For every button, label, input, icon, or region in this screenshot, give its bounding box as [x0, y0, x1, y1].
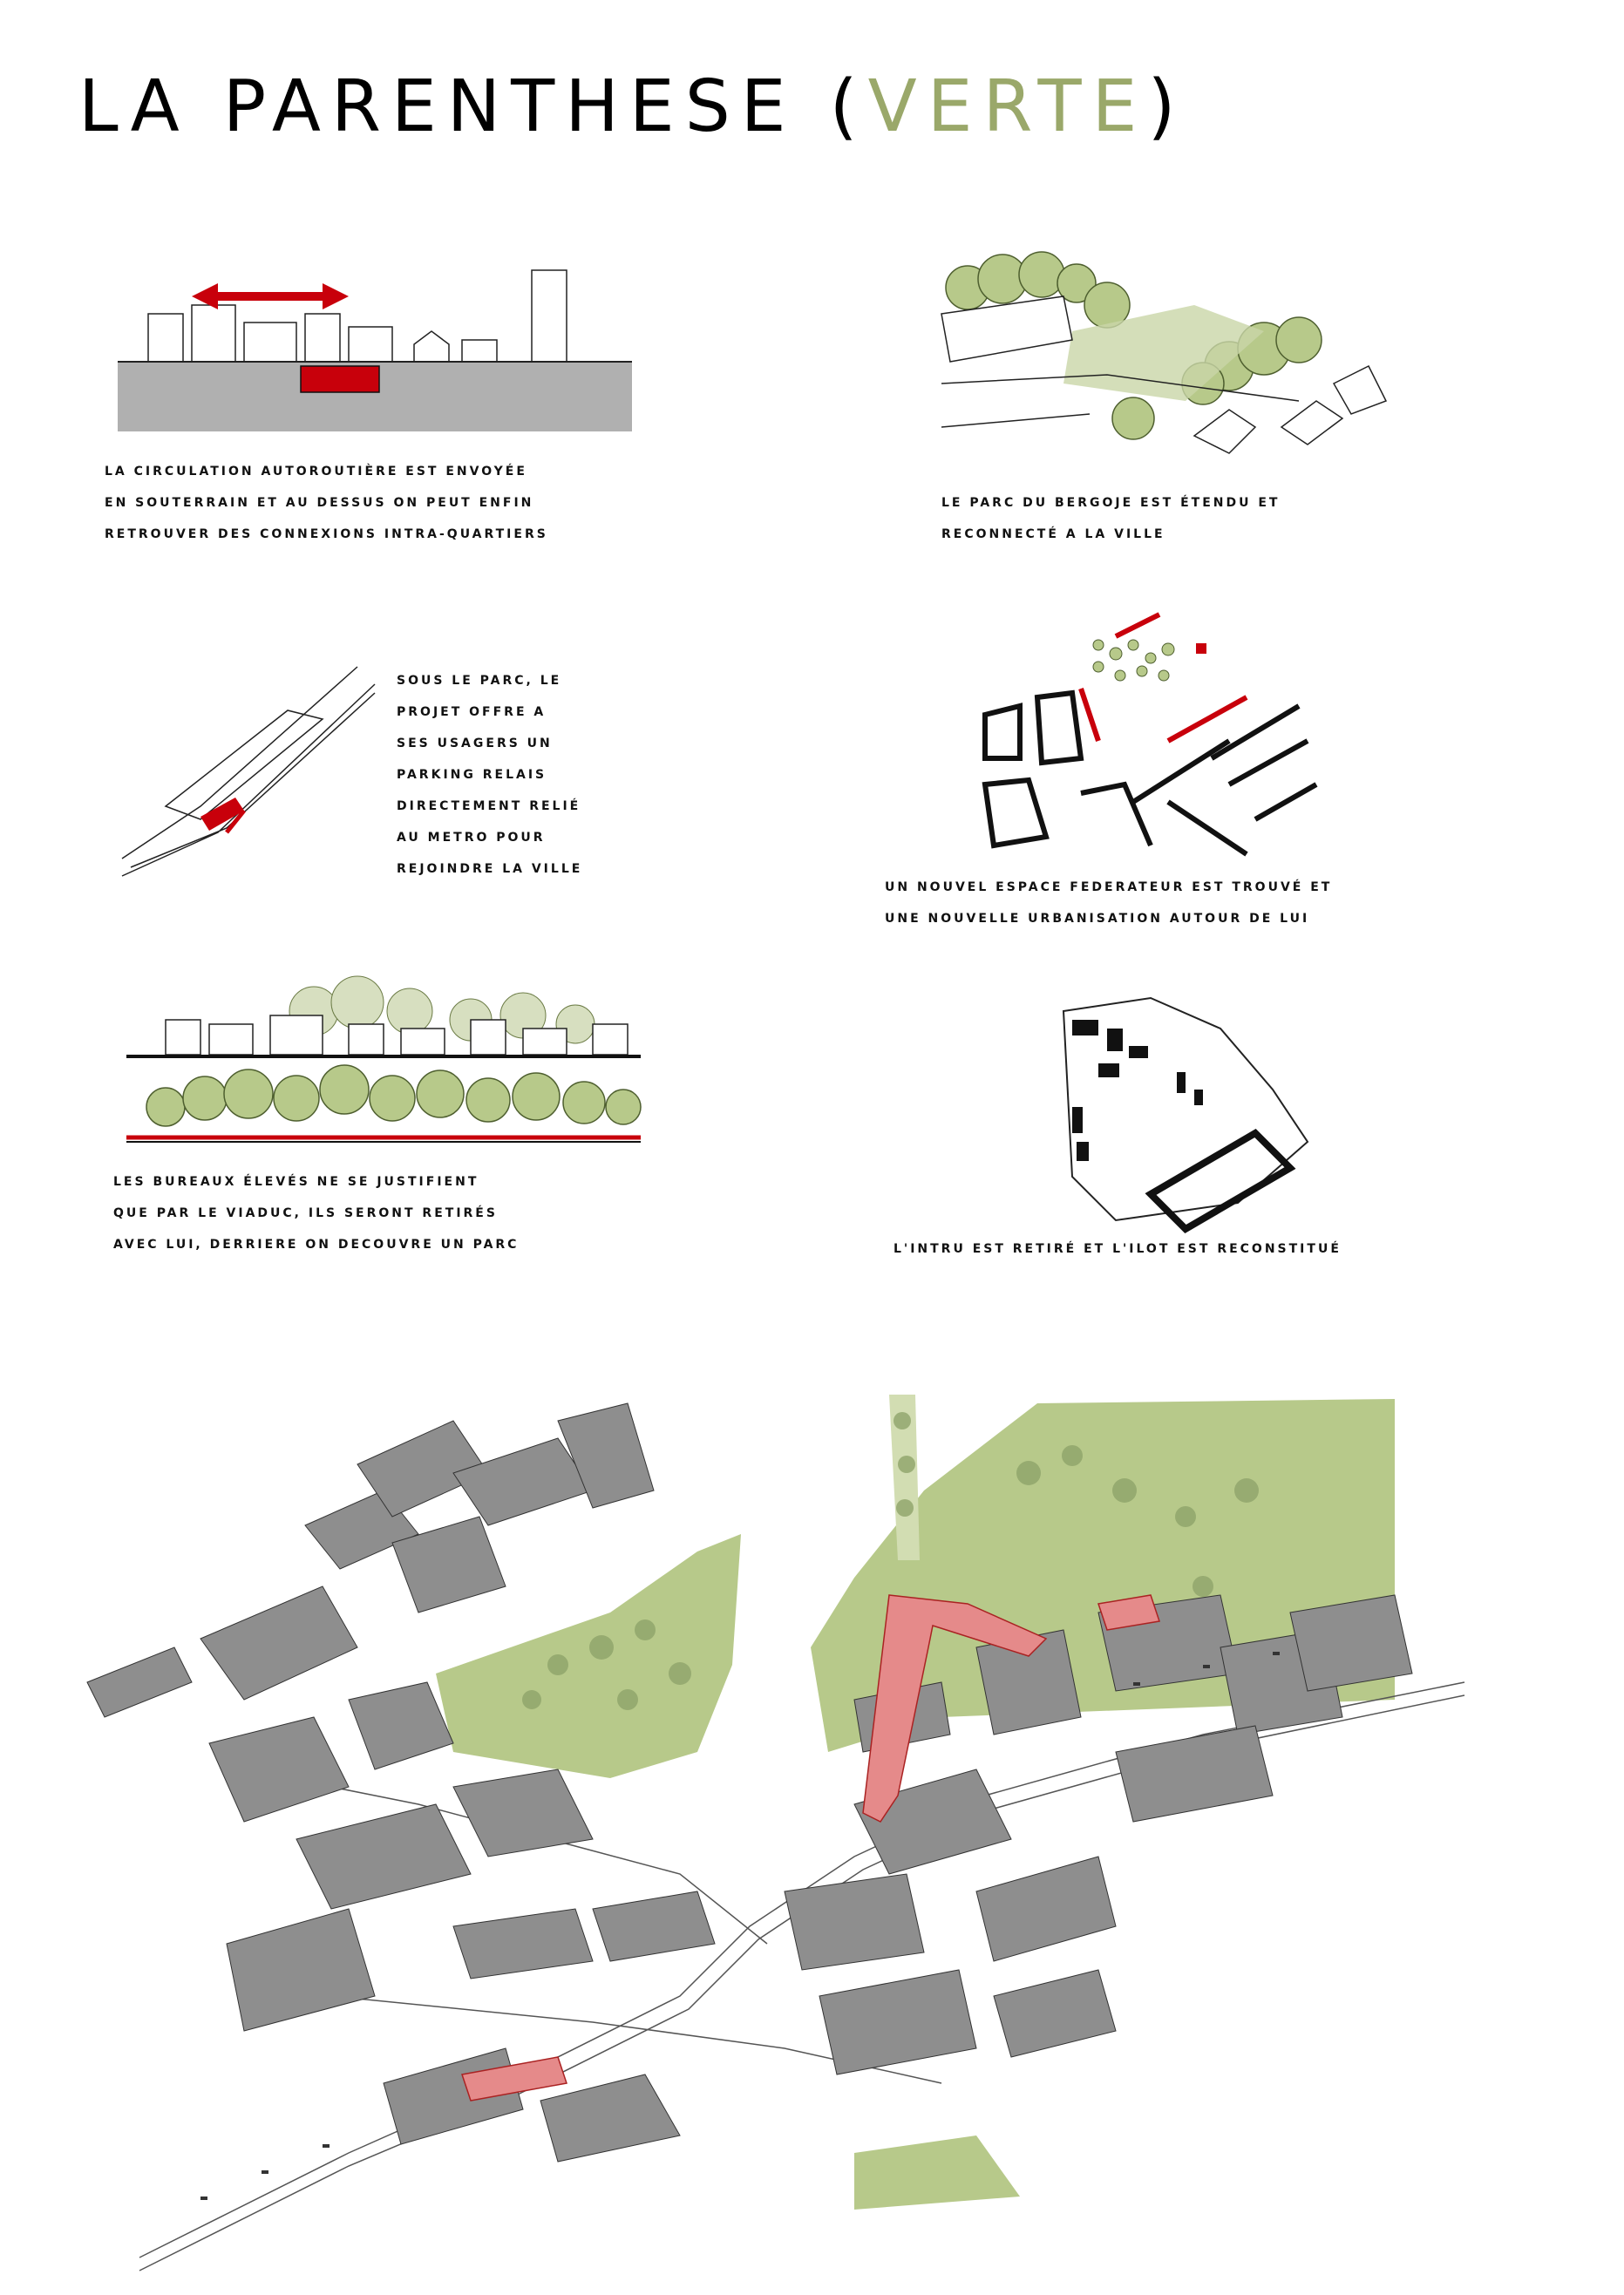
title-accent: VERTE	[867, 65, 1148, 148]
highway-section-sketch	[113, 261, 636, 436]
title-close: )	[1147, 65, 1186, 148]
caption-offices: les bureaux élevés ne se justifient que par le viaduc, ils seront retirés avec lui, derriere on decouvre un parc	[113, 1169, 520, 1253]
park-extension-sketch	[933, 253, 1403, 462]
axonometric-site-map	[70, 1386, 1499, 2266]
caption-parking: sous le parc, le projet offre a ses usagers un parking relais directement relié au metro pour rejoindre la ville	[397, 668, 583, 877]
page-title	[78, 65, 1186, 148]
office-viaduct-elevation-sketch	[122, 976, 645, 1151]
caption-block: l'intru est retiré et l'ilot est reconstitué	[894, 1236, 1342, 1257]
caption-highway: la circulation autoroutière est envoyée en souterrain et au dessus on peut enfin retrouver des connexions intra-quartiers	[105, 458, 548, 542]
block-reconstitution-sketch	[1046, 994, 1325, 1229]
new-space-plan-sketch	[968, 610, 1334, 854]
two-way-arrow	[192, 283, 349, 309]
caption-new-space: un nouvel espace federateur est trouvé et une nouvelle urbanisation autour de lui	[885, 874, 1333, 927]
parking-section-sketch	[113, 658, 392, 885]
tunnel-car	[301, 366, 379, 392]
caption-park: le parc du bergoje est étendu et reconnecté a la ville	[941, 490, 1281, 542]
title-main: LA PARENTHESE (	[78, 65, 868, 148]
